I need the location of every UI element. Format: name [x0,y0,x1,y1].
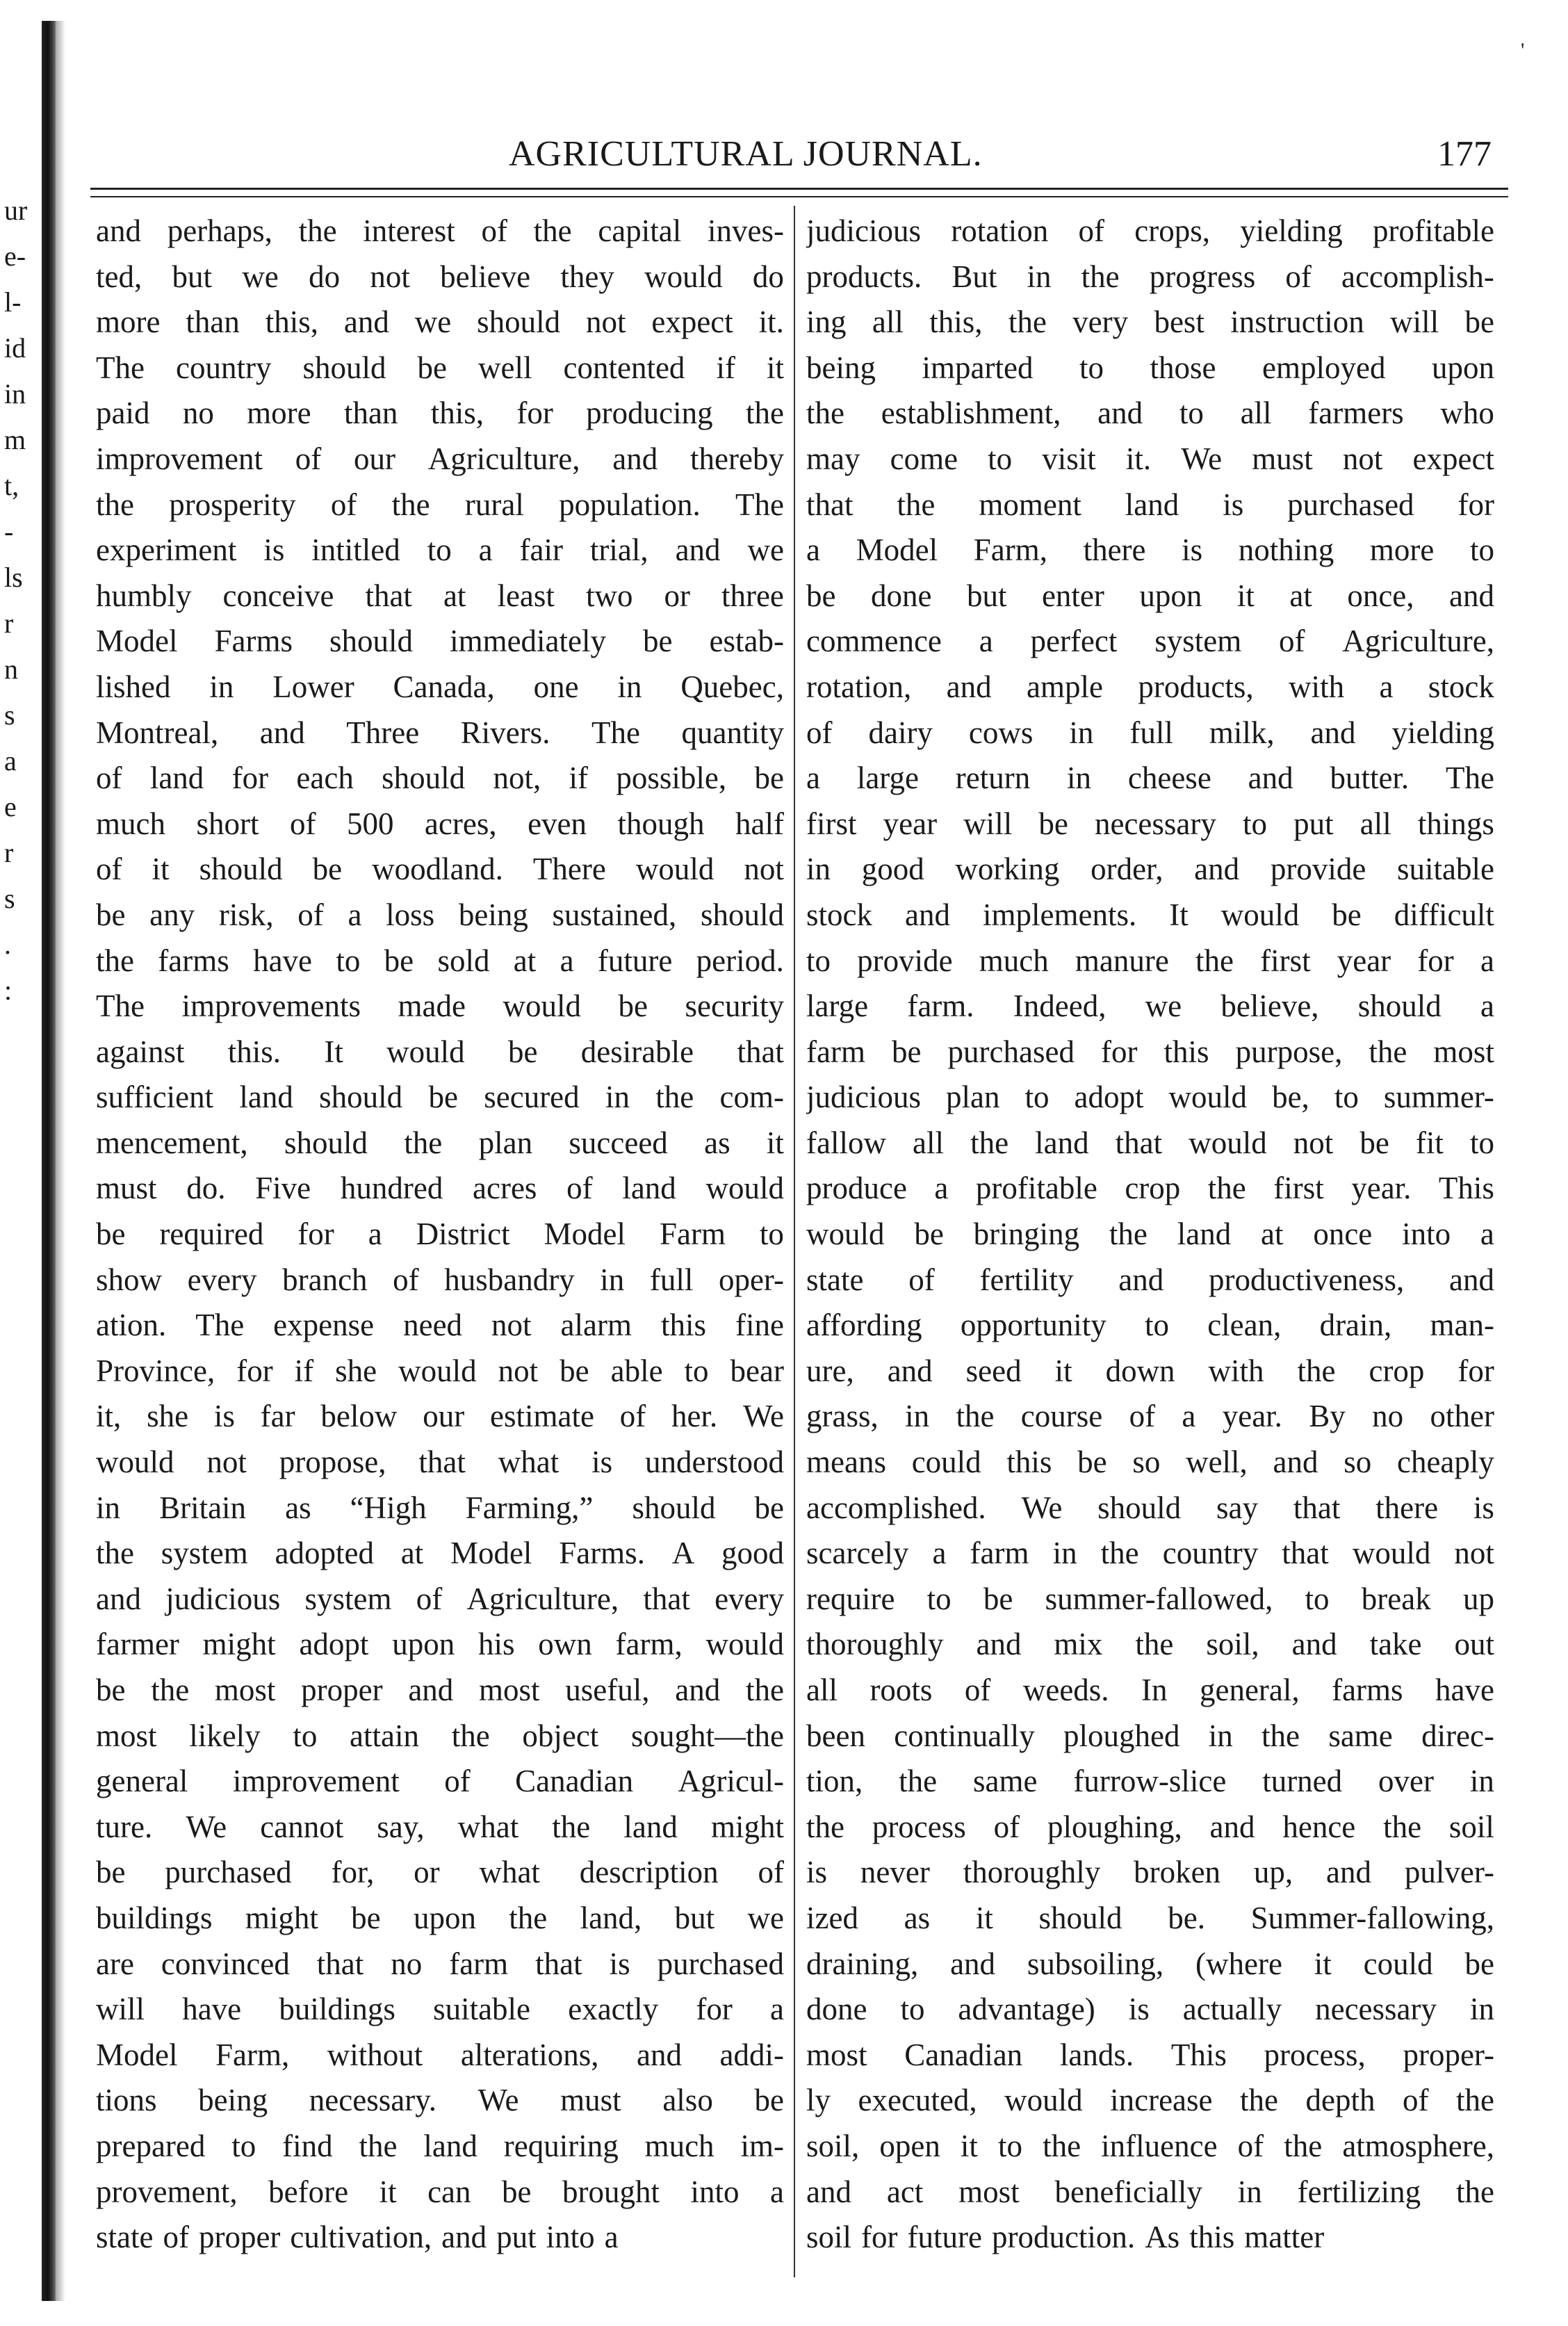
text-line: The improvements made would be security [96,989,784,1024]
text-line: general improvement of Canadian Agricul- [96,1764,784,1799]
text-line: stock and implements. It would be difficult [806,897,1494,932]
text-line: most Canadian lands. This process, proper- [806,2037,1494,2072]
text-line: show every branch of husbandry in full oper- [96,1262,784,1297]
text-line: lished in Lower Canada, one in Quebec, [96,669,784,704]
text-line: be required for a District Model Farm to [96,1217,784,1252]
text-line: mencement, should the plan succeed as it [96,1125,784,1160]
text-line: soil, open it to the influence of the atmosphere, [806,2128,1494,2163]
text-line: be purchased for, or what description of [96,1855,784,1890]
column-divider [794,206,795,2277]
page-number: 177 [1437,134,1492,174]
text-line: the farms have to be sold at a future period. [96,943,784,978]
margin-fragment: e- [4,241,26,272]
text-line: would not propose, that what is understood [96,1445,784,1480]
text-line: much short of 500 acres, even though half [96,806,784,841]
text-line: done to advantage) is actually necessary in [806,1992,1494,2027]
text-line: scarcely a farm in the country that would not [806,1536,1494,1571]
text-line: against this. It would be desirable that [96,1034,784,1069]
text-line: first year will be necessary to put all things [806,806,1494,841]
margin-fragment: - [4,516,14,547]
text-line: that the moment land is purchased for [806,487,1494,522]
text-line: Montreal, and Three Rivers. The quantity [96,715,784,750]
text-line: the system adopted at Model Farms. A good [96,1536,784,1571]
text-line: it, she is far below our estimate of her. We [96,1399,784,1434]
text-line: means could this be so well, and so cheaply [806,1445,1494,1480]
text-line: the process of ploughing, and hence the soil [806,1809,1494,1844]
margin-fragment: : [4,975,13,1006]
text-line: in Britain as “High Farming,” should be [96,1490,784,1525]
text-line: would be bringing the land at once into a [806,1217,1494,1252]
text-line: be any risk, of a loss being sustained, should [96,897,784,932]
text-line: accomplished. We should say that there is [806,1490,1494,1525]
margin-fragment: r [4,837,14,868]
text-line: tion, the same furrow-slice turned over in [806,1764,1494,1799]
text-line: products. But in the progress of accomplish- [806,259,1494,294]
text-line: being imparted to those employed upon [806,350,1494,385]
margin-fragment: id [4,332,26,364]
left-text-column [96,209,784,2261]
text-line: tions being necessary. We must also be [96,2083,784,2118]
text-line: draining, and subsoiling, (where it could be [806,1946,1494,1981]
text-line: must do. Five hundred acres of land would [96,1171,784,1206]
text-line: may come to visit it. We must not expect [806,441,1494,476]
page-header [0,133,1568,175]
text-line: farm be purchased for this purpose, the most [806,1034,1494,1069]
text-line: a Model Farm, there is nothing more to [806,532,1494,568]
text-line: Model Farm, without alterations, and addi- [96,2037,784,2072]
right-text-column [806,209,1494,2261]
text-line: thoroughly and mix the soil, and take out [806,1627,1494,1662]
text-line: state of fertility and productiveness, and [806,1262,1494,1297]
text-line: more than this, and we should not expect it. [96,304,784,340]
margin-fragment: e [4,791,17,822]
margin-fragment: l- [4,286,22,318]
text-line: be done but enter upon it at once, and [806,578,1494,613]
text-line: commence a perfect system of Agriculture, [806,624,1494,659]
previous-page-margin [0,188,40,1014]
gutter-shade [56,21,65,2301]
text-line: buildings might be upon the land, but we [96,1900,784,1935]
text-line: ted, but we do not believe they would do [96,259,784,294]
text-line: fallow all the land that would not be fit to [806,1125,1494,1160]
text-line: sufficient land should be secured in the com- [96,1080,784,1115]
text-line: experiment is intitled to a fair trial, and we [96,532,784,568]
margin-fragment: . [4,929,11,960]
text-line: been continually ploughed in the same direc- [806,1718,1494,1753]
text-line: the prosperity of the rural population. The [96,487,784,522]
margin-fragment: in [4,378,26,409]
margin-fragment: a [4,745,17,776]
text-line: grass, in the course of a year. By no other [806,1399,1494,1434]
margin-fragment: ur [4,195,28,226]
text-line: paid no more than this, for producing the [96,396,784,431]
margin-fragment: n [4,653,18,685]
text-line: humbly conceive that at least two or three [96,578,784,613]
margin-fragment: t, [4,470,19,501]
text-line: ure, and seed it down with the crop for [806,1353,1494,1388]
text-line: judicious plan to adopt would be, to summer- [806,1080,1494,1115]
margin-fragment: s [4,883,15,914]
text-line: of dairy cows in full milk, and yielding [806,715,1494,750]
text-line: state of proper cultivation, and put into a [96,2220,619,2255]
text-line: judicious rotation of crops, yielding profitable [806,213,1494,248]
text-line: improvement of our Agriculture, and thereby [96,441,784,476]
text-line: provement, before it can be brought into a [96,2174,784,2209]
text-line: rotation, and ample products, with a stock [806,669,1494,704]
text-line: affording opportunity to clean, drain, man- [806,1308,1494,1343]
margin-fragment: m [4,424,26,455]
text-line: The country should be well contented if it [96,350,784,385]
text-line: large farm. Indeed, we believe, should a [806,989,1494,1024]
text-line: farmer might adopt upon his own farm, would [96,1627,784,1662]
text-line: ation. The expense need not alarm this fine [96,1308,784,1343]
text-line: Province, for if she would not be able to bear [96,1353,784,1388]
text-line: most likely to attain the object sought—the [96,1718,784,1753]
text-line: ture. We cannot say, what the land might [96,1809,784,1844]
margin-fragment: s [4,699,15,731]
text-line: require to be summer-fallowed, to break up [806,1581,1494,1616]
book-spine-shadow [42,21,56,2301]
text-line: prepared to find the land requiring much im- [96,2128,784,2163]
text-line: a large return in cheese and butter. The [806,761,1494,796]
ink-speck: ' [1521,39,1525,62]
text-line: and perhaps, the interest of the capital inves- [96,213,784,248]
text-line: ly executed, would increase the depth of the [806,2083,1494,2118]
text-line: and judicious system of Agriculture, that every [96,1581,784,1616]
text-line: the establishment, and to all farmers who [806,396,1494,431]
running-head: AGRICULTURAL JOURNAL. [509,134,983,174]
text-line: in good working order, and provide suitable [806,852,1494,887]
text-line: be the most proper and most useful, and the [96,1673,784,1707]
text-line: to provide much manure the first year for a [806,943,1494,978]
text-line: Model Farms should immediately be estab- [96,624,784,659]
text-line: ized as it should be. Summer-fallowing, [806,1900,1494,1935]
margin-fragment: ls [4,562,23,593]
header-rule-bottom [90,196,1508,197]
text-line: is never thoroughly broken up, and pulver- [806,1855,1494,1890]
text-line: will have buildings suitable exactly for a [96,1992,784,2027]
text-line: are convinced that no farm that is purchased [96,1946,784,1981]
text-line: of it should be woodland. There would not [96,852,784,887]
text-line: soil for future production. As this matter [806,2220,1325,2255]
margin-fragment: r [4,608,14,639]
text-line: ing all this, the very best instruction will be [806,304,1494,340]
text-line: all roots of weeds. In general, farms have [806,1673,1494,1707]
header-rule-top [90,188,1508,190]
text-line: produce a profitable crop the first year. This [806,1171,1494,1206]
text-line: and act most beneficially in fertilizing the [806,2174,1494,2209]
text-line: of land for each should not, if possible, be [96,761,784,796]
